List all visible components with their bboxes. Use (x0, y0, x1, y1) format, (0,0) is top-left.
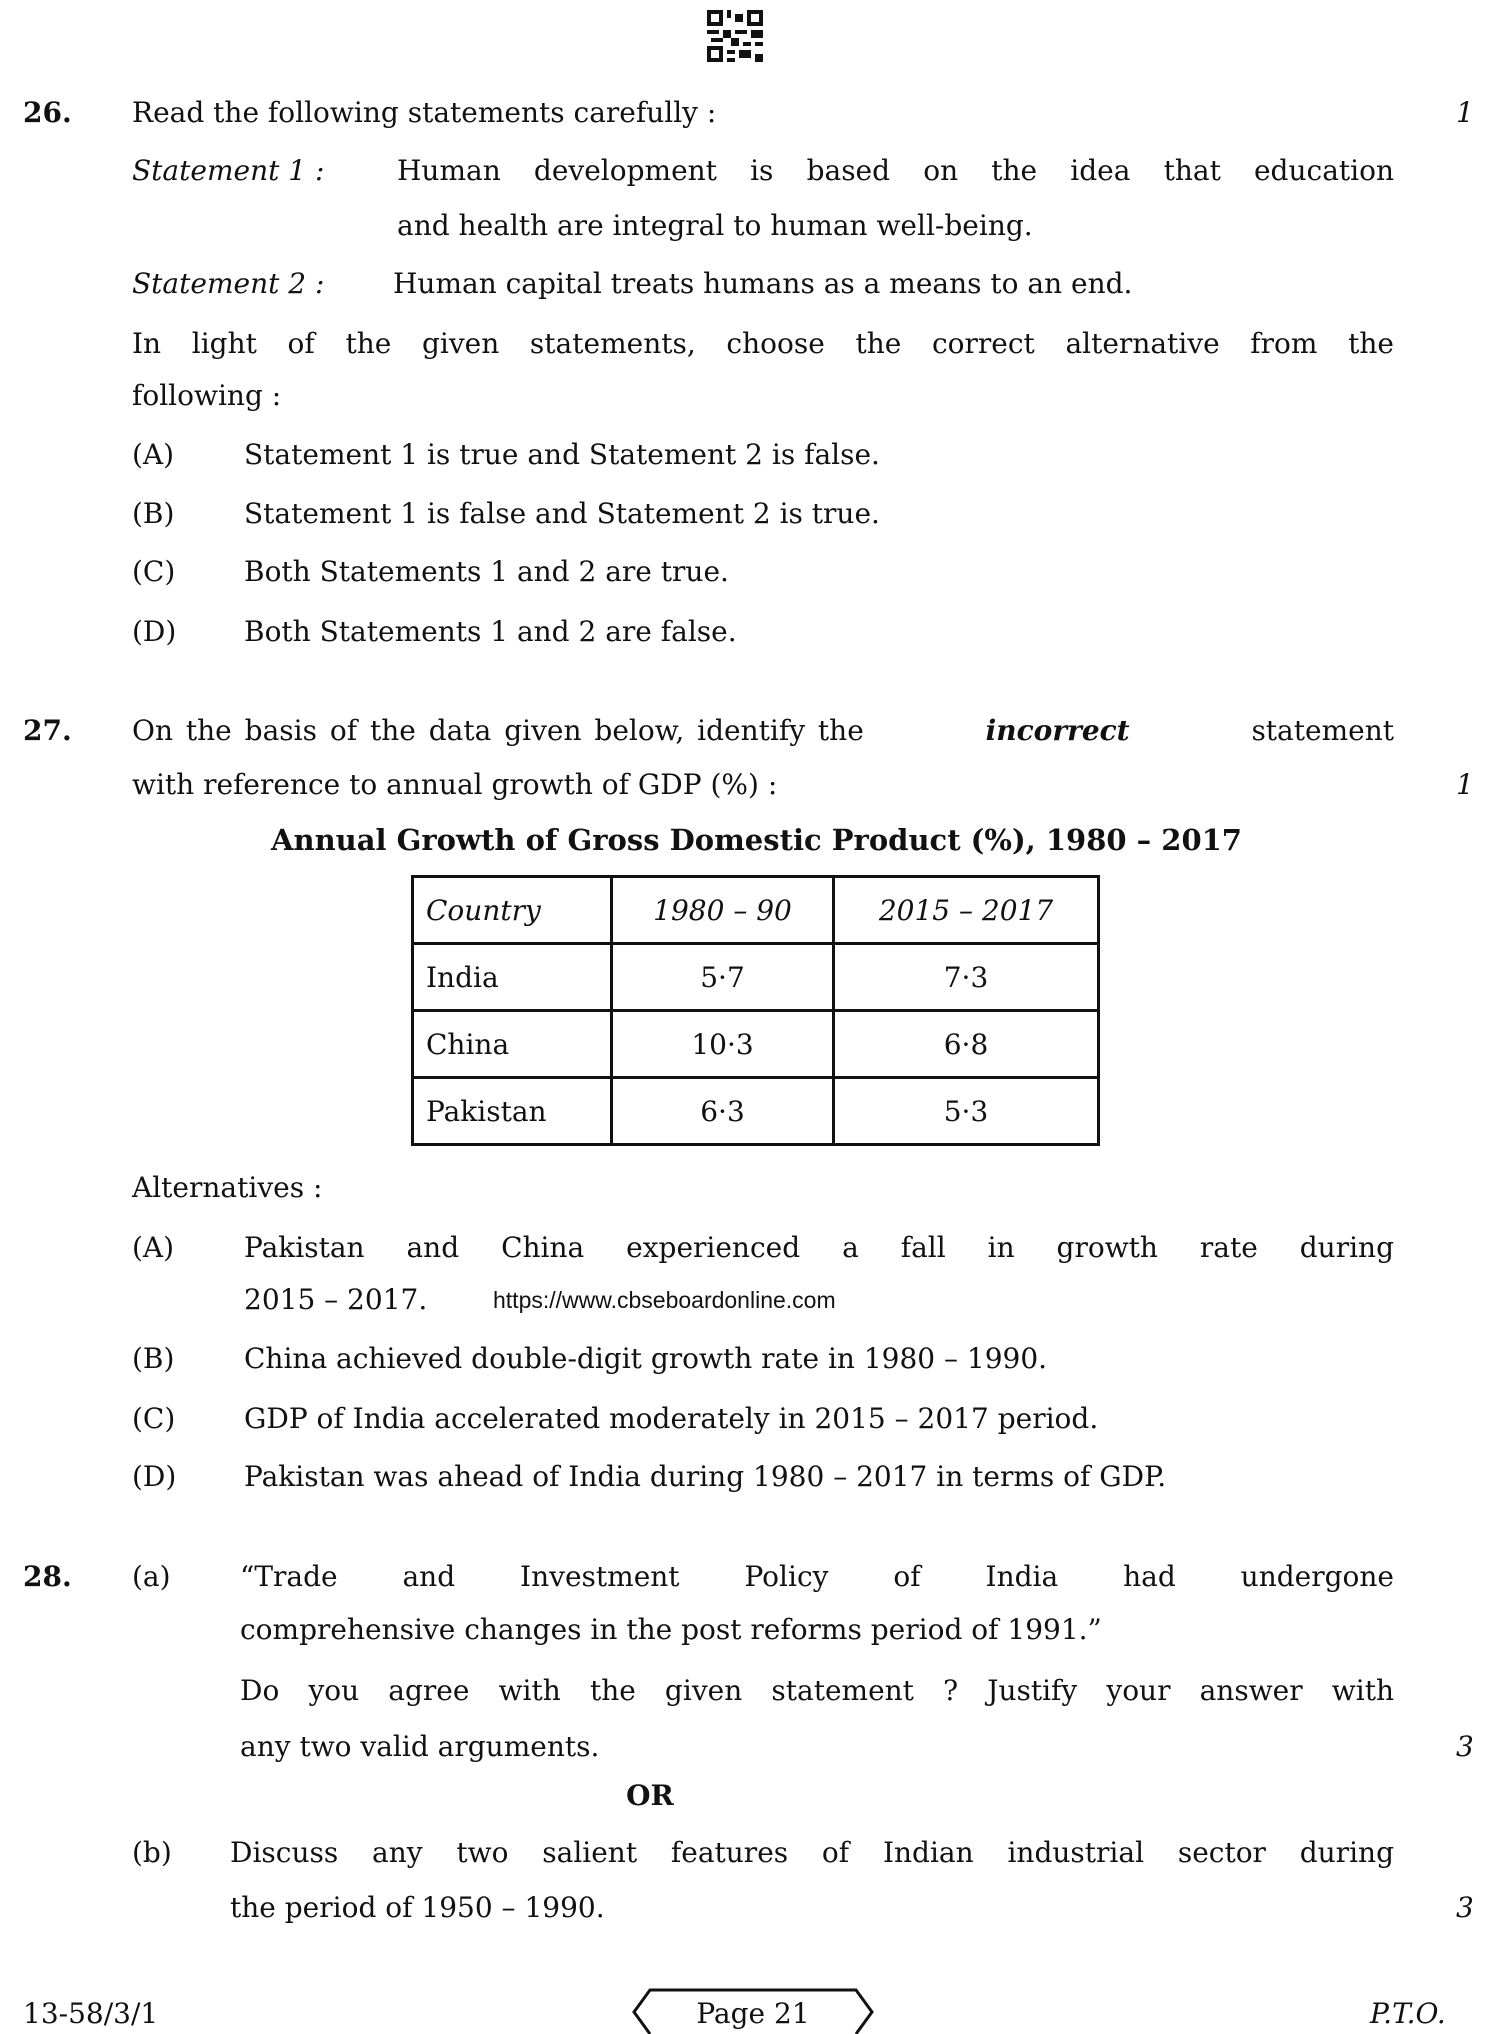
page-number: Page 21 (696, 1997, 810, 2030)
table-row (413, 944, 1099, 1011)
cell: Pakistan (413, 1078, 612, 1145)
question-number: 27. (23, 714, 72, 747)
option-letter: (A) (132, 438, 175, 471)
option-letter: (D) (132, 615, 177, 648)
statement-label: Statement 2 : (132, 267, 325, 300)
cell: 5·3 (834, 1078, 1099, 1145)
statement-label: Statement 1 : (132, 154, 325, 187)
table-row (413, 1078, 1099, 1145)
option-text: Pakistan was ahead of India during 1980 – 2017 in terms of GDP. (244, 1460, 1167, 1493)
alternatives-label: Alternatives : (132, 1171, 323, 1204)
cell: 6·8 (834, 1011, 1099, 1078)
option-letter: (B) (132, 497, 175, 530)
part-letter: (b) (132, 1836, 172, 1869)
cell: China (413, 1011, 612, 1078)
option-text: 2015 – 2017. (244, 1283, 428, 1316)
header-cell: 2015 – 2017 (834, 877, 1099, 944)
question-stem (132, 712, 1394, 750)
stem-text: statement (1251, 714, 1394, 747)
option-letter: (D) (132, 1460, 177, 1493)
option-letter: (A) (132, 1231, 175, 1264)
option-text: GDP of India accelerated moderately in 2015 – 2017 period. (244, 1402, 1099, 1435)
option-text: Pakistan and China experienced a fall in growth rate during (244, 1231, 1394, 1264)
option-letter: (C) (132, 1402, 176, 1435)
pto-label: P.T.O. (1370, 1997, 1446, 2030)
marks: 3 (1456, 1891, 1474, 1924)
option-letter: (C) (132, 555, 176, 588)
question-text: the period of 1950 – 1990. (230, 1891, 605, 1924)
watermark-url: https://www.cbseboardonline.com (493, 1287, 836, 1313)
question-text: Do you agree with the given statement ? Justify your answer with (240, 1674, 1394, 1707)
cell: 6·3 (612, 1078, 834, 1145)
instruction: In light of the given statements, choose the correct alternative from the (132, 327, 1394, 360)
gdp-table (411, 875, 1100, 1146)
option-text: Both Statements 1 and 2 are false. (244, 615, 737, 648)
cell: 5·7 (612, 944, 834, 1011)
option-text: Statement 1 is false and Statement 2 is true. (244, 497, 880, 530)
table-header-row (413, 877, 1099, 944)
question-text: any two valid arguments. (240, 1730, 600, 1763)
cell: 7·3 (834, 944, 1099, 1011)
or-divider: OR (626, 1779, 674, 1812)
statement-text: Human capital treats humans as a means to an end. (393, 267, 1133, 300)
table-title: Annual Growth of Gross Domestic Product (%), 1980 – 2017 (270, 823, 1242, 857)
question-stem: with reference to annual growth of GDP (%) : (132, 768, 778, 801)
stem-text: On the basis of the data given below, identify the (132, 714, 864, 747)
marks: 1 (1456, 96, 1474, 129)
question-text: Discuss any two salient features of Indian industrial sector during (230, 1836, 1394, 1869)
header-cell: 1980 – 90 (612, 877, 834, 944)
marks: 3 (1456, 1730, 1474, 1763)
question-text: “Trade and Investment Policy of India had undergone (240, 1560, 1394, 1593)
question-stem: Read the following statements carefully : (132, 96, 717, 129)
instruction: following : (132, 379, 282, 412)
cell: 10·3 (612, 1011, 834, 1078)
option-text: Statement 1 is true and Statement 2 is false. (244, 438, 880, 471)
paper-code: 13-58/3/1 (23, 1997, 159, 2030)
part-letter: (a) (132, 1560, 171, 1593)
stem-emphasis: incorrect (985, 714, 1130, 747)
qr-code-icon (707, 10, 763, 62)
question-number: 26. (23, 96, 72, 129)
option-text: China achieved double-digit growth rate in 1980 – 1990. (244, 1342, 1048, 1375)
option-text: Both Statements 1 and 2 are true. (244, 555, 729, 588)
table-row (413, 1011, 1099, 1078)
option-letter: (B) (132, 1342, 175, 1375)
statement-text: and health are integral to human well-being. (397, 209, 1033, 242)
question-text: comprehensive changes in the post reforms period of 1991.” (240, 1613, 1102, 1646)
header-cell: Country (413, 877, 612, 944)
question-number: 28. (23, 1560, 72, 1593)
cell: India (413, 944, 612, 1011)
marks: 1 (1456, 768, 1474, 801)
statement-text: Human development is based on the idea that education (397, 154, 1394, 187)
